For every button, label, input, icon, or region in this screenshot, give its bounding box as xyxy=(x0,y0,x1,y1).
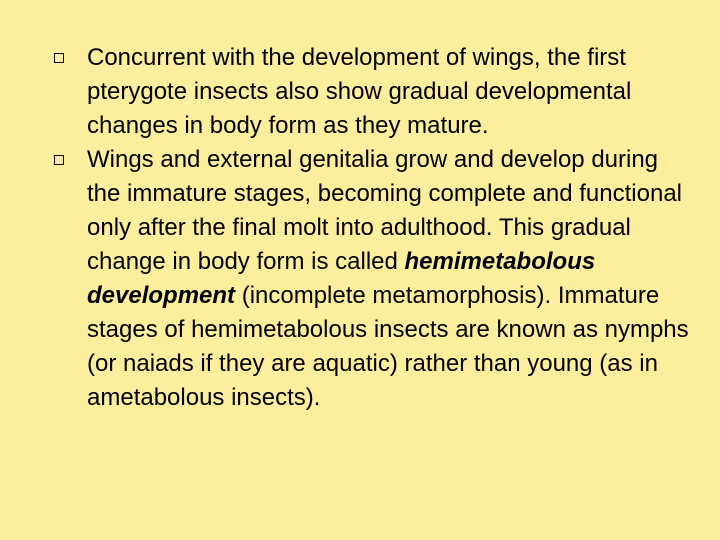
bullet-item-hemimetabolous xyxy=(50,143,690,415)
bullet-list xyxy=(50,41,690,415)
hollow-square-bullet-icon xyxy=(54,155,64,165)
key-term: hemimetabolous development xyxy=(87,248,596,309)
bullet-text: Concurrent with the development of wings, the first pterygote insects also show gradual developmental changes in body form as they mature. xyxy=(87,44,632,139)
hollow-square-bullet-icon xyxy=(54,53,64,63)
bullet-text-before: Wings and external genitalia grow and develop during the immature stages, becoming complete and functional only after the final molt into adulthood. This gradual change in body form is called xyxy=(87,146,682,275)
bullet-item-wings-development xyxy=(50,41,690,143)
bullet-text-after: (incomplete metamorphosis). Immature stages of hemimetabolous insects are known as nymphs (or naiads if they are aquatic) rather than young (as in ametabolous insects). xyxy=(87,282,689,411)
